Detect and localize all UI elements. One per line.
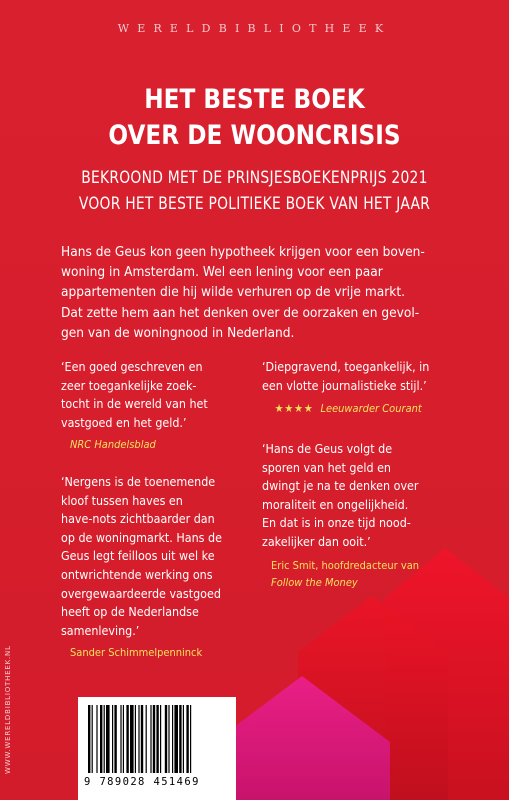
barcode-bar bbox=[106, 705, 110, 773]
quote-line: op de woningmarkt. Hans de bbox=[61, 529, 222, 545]
quote-line: dwingt je na te denken over bbox=[262, 478, 419, 494]
quote-source: Leeuwarder Courant bbox=[320, 402, 422, 416]
blurb-line: woning in Amsterdam. Wel een lening voor een paar bbox=[61, 265, 383, 281]
quote-line: ‘Diepgravend, toegankelijk, in bbox=[262, 359, 430, 374]
barcode-bar bbox=[150, 705, 151, 773]
quote-line: moraliteit en ongelijkheid. bbox=[262, 496, 409, 512]
barcode-bar bbox=[183, 705, 184, 773]
headline-line: HET BESTE BOEK bbox=[144, 84, 365, 115]
barcode-bars bbox=[88, 705, 226, 773]
barcode-bar bbox=[130, 705, 134, 773]
quote-source-row bbox=[262, 400, 429, 417]
quote-source: Sander Schimmelpenninck bbox=[70, 646, 203, 660]
award-subheading bbox=[0, 165, 509, 217]
barcode-bar bbox=[112, 705, 113, 773]
isbn-barcode bbox=[78, 697, 236, 800]
quote-line: ontwrichtende werking ons bbox=[61, 566, 213, 582]
barcode-bar bbox=[88, 705, 90, 773]
barcode-bar bbox=[153, 705, 155, 773]
book-blurb bbox=[61, 243, 461, 344]
quote-line: ‘Nergens is de toenemende bbox=[61, 474, 216, 489]
quote-source-publication: Follow the Money bbox=[271, 575, 358, 589]
review-quote-nrc bbox=[61, 358, 224, 453]
quote-line: En dat is in onze tijd nood- bbox=[262, 515, 411, 531]
quote-line: een vlotte journalistieke stijl.’ bbox=[262, 377, 427, 393]
quote-line: samenleving.’ bbox=[61, 622, 140, 638]
blurb-line: Dat zette hem aan het denken over de oorzaken en gevol- bbox=[61, 305, 420, 321]
headline-line: OVER DE WOONCRISIS bbox=[108, 120, 401, 151]
website-url: WWW.WERELDBIBLIOTHEEK.NL bbox=[4, 645, 12, 774]
barcode-bar bbox=[179, 705, 181, 773]
quote-line: kloof tussen haves en bbox=[61, 492, 183, 508]
barcode-bar bbox=[138, 705, 139, 773]
quote-line: vastgoed en het geld.’ bbox=[61, 414, 187, 430]
blurb-line: Hans de Geus kon geen hypotheek krijgen voor een boven- bbox=[61, 245, 425, 260]
barcode-bar bbox=[135, 705, 136, 773]
review-quote-leeuwarder bbox=[262, 358, 448, 417]
barcode-bar bbox=[174, 705, 178, 773]
quote-line: zeer toegankelijke zoek- bbox=[61, 377, 197, 393]
rating-stars: ★★★★ bbox=[274, 402, 314, 416]
barcode-bar bbox=[141, 705, 143, 773]
subhead-line: BEKROOND MET DE PRINSJESBOEKENPRIJS 2021 bbox=[81, 168, 428, 187]
barcode-bar bbox=[186, 705, 188, 773]
quote-line: overgewaardeerde vastgoed bbox=[61, 585, 221, 601]
quote-line: sporen van het geld en bbox=[262, 459, 392, 475]
quote-line: ‘Een goed geschreven en bbox=[61, 359, 203, 374]
review-quote-schimmelpenninck bbox=[61, 473, 240, 661]
quote-line: tocht in de wereld van het bbox=[61, 396, 208, 412]
quote-line: zakelijker dan ooit.’ bbox=[262, 533, 371, 549]
barcode-bar bbox=[168, 705, 169, 773]
headline bbox=[0, 82, 509, 154]
barcode-bar bbox=[156, 705, 158, 773]
barcode-bar bbox=[96, 705, 97, 773]
barcode-bar bbox=[120, 705, 121, 773]
barcode-bar bbox=[92, 705, 93, 773]
quote-line: have-nots zichtbaarder dan bbox=[61, 511, 215, 527]
barcode-bar bbox=[146, 705, 147, 773]
blurb-line: gen van de woningnood in Nederland. bbox=[61, 325, 295, 341]
quote-source: Eric Smit, hoofdredacteur van bbox=[271, 558, 420, 572]
review-quote-smit bbox=[262, 440, 437, 591]
subhead-line: VOOR HET BESTE POLITIEKE BOEK VAN HET JAAR bbox=[78, 194, 431, 213]
barcode-bar bbox=[123, 705, 124, 773]
quote-line: Geus legt feilloos uit wel ke bbox=[61, 548, 215, 564]
barcode-bar bbox=[190, 705, 191, 773]
quote-source: NRC Handelsblad bbox=[70, 438, 156, 452]
barcode-bar bbox=[165, 705, 167, 773]
website-url-vertical bbox=[4, 574, 18, 774]
quote-line: heeft op de Nederlandse bbox=[61, 604, 199, 620]
barcode-bar bbox=[104, 705, 105, 773]
barcode-bar bbox=[172, 705, 173, 773]
barcode-bar bbox=[160, 705, 161, 773]
barcode-bar bbox=[126, 705, 128, 773]
barcode-bar bbox=[100, 705, 102, 773]
publisher-name: WERELDBIBLIOTHEEK bbox=[117, 22, 392, 35]
quote-line: ‘Hans de Geus volgt de bbox=[262, 441, 393, 456]
isbn-number: 9 789028 451469 bbox=[84, 776, 200, 788]
barcode-bar bbox=[114, 705, 116, 773]
blurb-line: appartementen die hij wilde verhuren op de vrije markt. bbox=[61, 285, 406, 301]
